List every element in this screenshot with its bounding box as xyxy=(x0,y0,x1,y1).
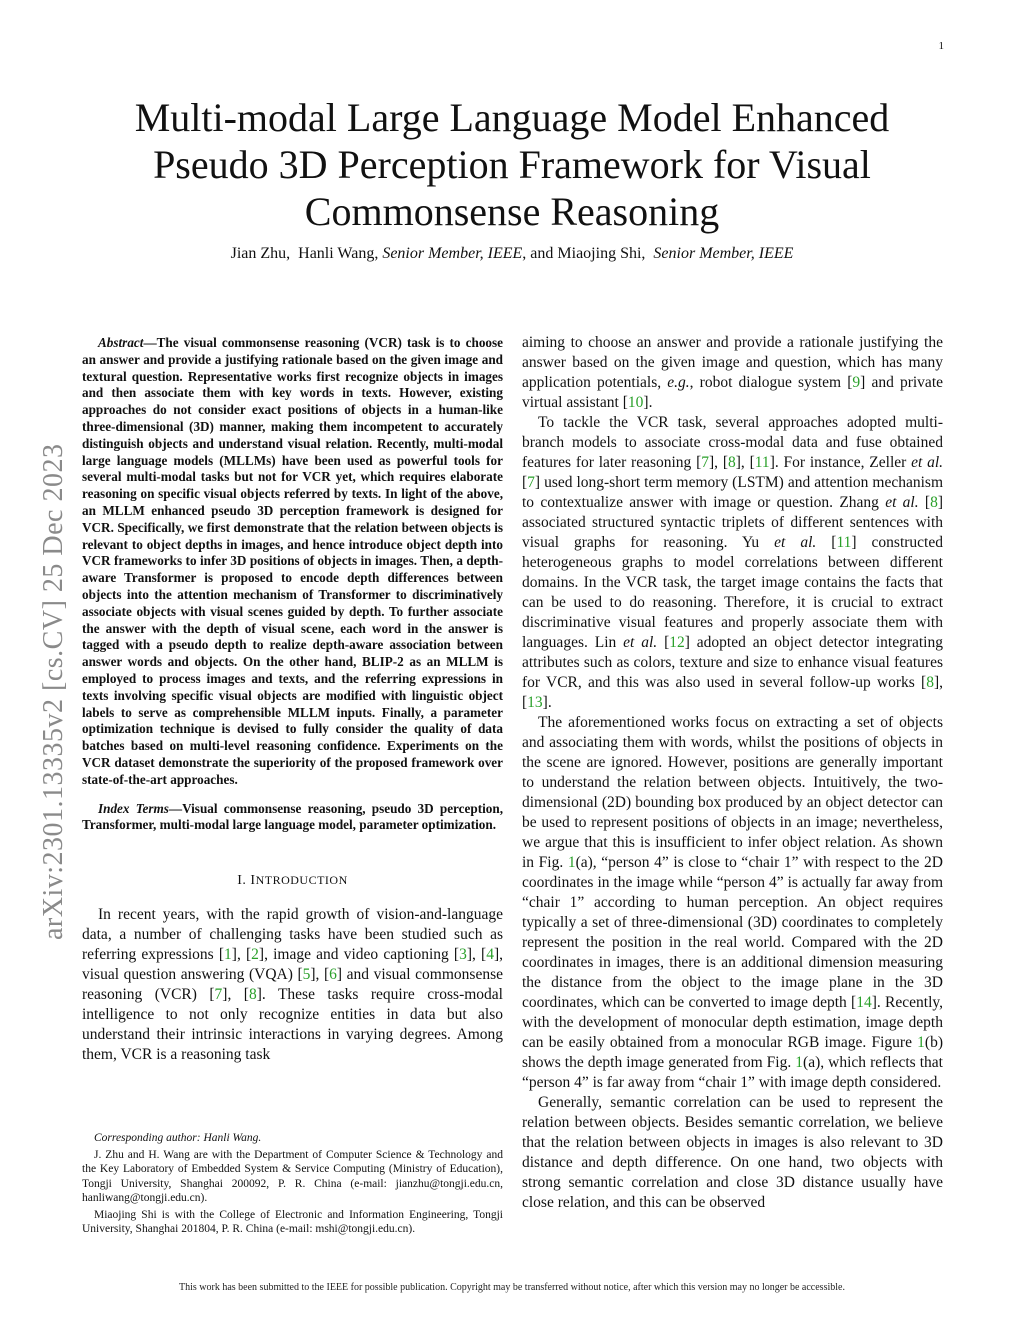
arxiv-stamp: arXiv:2301.13335v2 [cs.CV] 25 Dec 2023 xyxy=(38,443,69,940)
title-line: Commonsense Reasoning xyxy=(304,189,720,234)
body-paragraph: Generally, semantic correlation can be used to represent the relation between objects. Besides semantic correlation, we believe that the relation between objects in images is also relevant to 3D distance and depth difference. On one hand, two objects with strong semantic correlation and close 3D distance usually have close relation, and this can be observed xyxy=(522,1094,943,1211)
citation-link[interactable]: 11 xyxy=(754,454,770,471)
page-number: 1 xyxy=(938,40,944,52)
citation-link[interactable]: 4 xyxy=(486,946,494,964)
citation-link[interactable]: 7 xyxy=(214,986,223,1004)
citation-link[interactable]: 11 xyxy=(836,534,852,551)
body-paragraph: The aforementioned works focus on extracting a set of objects and associating them with words, whilst the positions of objects in the scene are ignored. However, positions are generally important to understand the relation between objects. Intuitively, the two-dimensional (2D) bounding box produced by an object detector can be used to represent positions of objects in an image; nevertheless, we argue that this is insufficient to infer object relation. As shown in Fig. 1(a), “person 4” is close to “chair 1” with respect to the 2D coordinates in the image while “person 4” is actually far away from “chair 1” according to human perception. An object requires typically a set of three-dimensional (3D) coordinates to completely represent the position in the real world. Compared with the 2D coordinates in images, there is an additional dimension measuring the distance from the object to the image plane in the 3D coordinates, which can be converted to image depth [14]. Recently, with the development of monocular depth estimation, image depth can be easily obtained from a monocular RGB image. Figure 1(b) shows the depth image generated from Fig. 1(a), which reflects that “person 4” is far away from “chair 1” with image depth considered. xyxy=(522,714,943,1091)
affiliation-note: J. Zhu and H. Wang are with the Department of Computer Science & Technology and the Key Laboratory of Embedded System & Service Computing (Ministry of Education), Tongji University, Shanghai 200092, P. R. China (e-mail: jianzhu@tongji.edu.cn, hanliwang@tongji.edu.cn). xyxy=(82,1148,503,1204)
abstract xyxy=(82,335,503,789)
left-column xyxy=(82,335,503,1065)
citation-link[interactable]: 9 xyxy=(852,374,861,391)
index-terms-label: Index Terms xyxy=(98,800,169,816)
citation-link[interactable]: 8 xyxy=(930,494,938,511)
paper-title xyxy=(80,94,944,235)
author-name: Miaojing Shi, xyxy=(557,245,646,262)
author-name: Jian Zhu, xyxy=(230,245,291,262)
copyright-footer: This work has been submitted to the IEEE for possible publication. Copyright may be transferred without notice, after which this version may no longer be accessible. xyxy=(179,1282,845,1293)
citation-link[interactable]: 2 xyxy=(251,946,259,964)
citation-link[interactable]: 7 xyxy=(527,474,535,491)
citation-link[interactable]: 13 xyxy=(527,694,543,711)
abstract-text: —The visual commonsense reasoning (VCR) task is to choose an answer and provide a justifying rationale based on the given image and textural question. Representative works first recognize objects in images and then associate them with key words in texts. However, existing approaches do not consider exact positions of objects in a human-like three-dimensional (3D) manner, making them incompetent to accurately distinguish objects and understand visual relation. Recently, multi-modal large language models (MLLMs) have been used as powerful tools for several multi-modal tasks but not for VCR yet, which requires elaborate reasoning on specific visual objects referred by texts. In light of the above, an MLLM enhanced pseudo 3D perception framework is designed for VCR. Specifically, we first demonstrate that the relation between objects is relevant to object depths in images, and hence introduce object depth into VCR frameworks to infer 3D positions of objects in images. Then, a depth-aware Transformer is proposed to encode depth differences between objects into the attention mechanism of Transformer to discriminatively associate objects with visual scenes guided by depth. To further associate the answer with the depth of visual scene, each word in the answer is tagged with a pseudo depth to realize depth-aware association between answer words and objects. On the other hand, BLIP-2 as an MLLM is employed to process images and texts, and the referring expressions in texts involving specific visual objects are modified with linguistic object labels to serve as comprehensible MLLM inputs. Finally, a parameter optimization technique is devised to fully consider the quality of data batches based on multi-level reasoning confidence. Experiments on the VCR dataset demonstrate the superiority of the proposed framework over state-of-the-art approaches. xyxy=(82,335,503,787)
index-terms xyxy=(82,801,503,835)
author-separator: , and xyxy=(522,245,554,262)
abstract-label: Abstract xyxy=(98,335,144,350)
citation-link[interactable]: 8 xyxy=(248,986,257,1004)
citation-link[interactable]: 14 xyxy=(856,994,872,1011)
figure-link[interactable]: 1 xyxy=(917,1034,925,1051)
author-list xyxy=(80,245,944,263)
body-paragraph: To tackle the VCR task, several approaches adopted multi-branch models to associate cross-modal data and fuse obtained features for later reasoning [7], [8], [11]. For instance, Zeller et al. [7] used long-short term memory (LSTM) and attention mechanism to contextualize answer with image or question. Zhang et al. [8] associated structured syntactic triplets of different sentences with visual graphs for reasoning. Yu et al. [11] constructed heterogeneous graphs to model correlations between different domains. In the VCR task, the target image contains the facts that can be used to do reasoning. Therefore, it is crucial to extract discriminative visual features and properly associate them with languages. Lin et al. [12] adopted an object detector integrating attributes such as colors, texture and size to enhance visual features for VCR, and this was also used in several follow-up works [8], [13]. xyxy=(522,414,944,711)
section-heading: I. INTRODUCTION xyxy=(237,873,348,889)
index-terms-text: —Visual commonsense reasoning, pseudo 3D perception, Transformer, multi-modal large language model, parameter optimization. xyxy=(82,800,503,833)
title-line: Pseudo 3D Perception Framework for Visual xyxy=(153,142,871,187)
title-line: Multi-modal Large Language Model Enhanced xyxy=(134,95,890,140)
citation-link[interactable]: 12 xyxy=(669,634,685,651)
citation-link[interactable]: 1 xyxy=(224,946,232,964)
citation-link[interactable]: 3 xyxy=(459,946,467,964)
author-name: Hanli Wang, xyxy=(298,245,379,262)
citation-link[interactable]: 8 xyxy=(926,674,934,691)
figure-link[interactable]: 1 xyxy=(567,854,576,871)
figure-link[interactable]: 1 xyxy=(795,1054,804,1071)
corresponding-author-note: Corresponding author: Hanli Wang. xyxy=(94,1132,262,1144)
footnotes xyxy=(82,1131,503,1239)
author-title: Senior Member, IEEE xyxy=(382,245,523,262)
body-paragraph: aiming to choose an answer and provide a rationale justifying the answer based on the given image and question, which has many application potentials, e.g., robot dialogue system [9] and private virtual assistant [10]. xyxy=(522,334,944,411)
citation-link[interactable]: 6 xyxy=(329,966,337,984)
author-title: Senior Member, IEEE xyxy=(653,245,794,262)
citation-link[interactable]: 5 xyxy=(302,966,311,984)
affiliation-note: Miaojing Shi is with the College of Electronic and Information Engineering, Tongji University, Shanghai 201804, P. R. China (e-mail: mshi@tongji.edu.cn). xyxy=(82,1208,503,1235)
citation-link[interactable]: 8 xyxy=(728,454,736,471)
citation-link[interactable]: 10 xyxy=(627,394,644,411)
right-column xyxy=(522,333,943,1213)
intro-paragraph: In recent years, with the rapid growth of vision-and-language data, a number of challenging tasks have been studied such as referring expressions [1], [2], image and video captioning [3], [4], visual question answering (VQA) [5], [6] and visual commonsense reasoning (VCR) [7], [8]. These tasks require cross-modal intelligence to not only recognize entities in data but also understand their intrinsic interactions in varying degrees. Among them, VCR is a reasoning task xyxy=(82,906,504,1064)
citation-link[interactable]: 7 xyxy=(701,454,709,471)
